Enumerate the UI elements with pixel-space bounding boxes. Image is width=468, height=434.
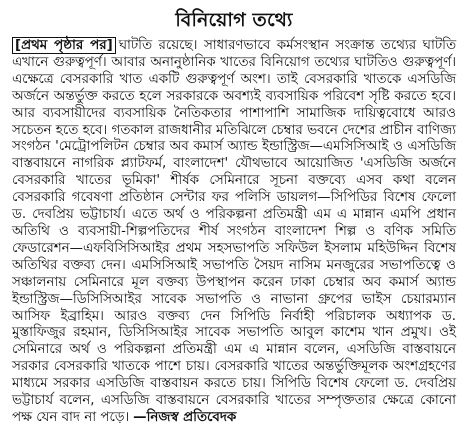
article-body-text: ঘাটতি রয়েছে। সাধারণভাবে কর্মসংস্থান সংক্রান্ত তথ্যের ঘাটতি এখানে গুরুত্বপূর্ণ। আবার অনানুষ্ঠানিক খাতের বিনিয়োগ তথ্যের ঘাটতিও গুরুত্বপূর্ণ। এক্ষেত্রে বেসরকারি খাত একটি গুরুত্বপূর্ণ অংশ। তাই বেসরকারি খাতকে এসডিজি অর্জনে অন্তর্ভুক্ত করতে হলে সরকারকে অবশ্যই ব্যবসায়িক পরিবেশ সৃষ্টি করতে হবে। আর ব্যবসায়ীদের ব্যবসায়িক নৈতিকতার পাশাপাশি সামাজিক দায়িত্ববোধে আরও সচেতন হতে হবে। গতকাল রাজধানীর মতিঝিলে চেম্বার ভবনে দেশের প্রাচীন বাণিজ্য সংগঠন 'মেট্রোপলিটন চেম্বার অব কমার্স অ্যান্ড ইন্ডাস্ট্রিজ—এমসিসিআই ও এসডিজি বাস্তবায়নে নাগরিক প্ল্যাটফর্ম, বাংলাদেশ' যৌথভাবে আয়োজিত 'এসডিজি অর্জনে বেসরকারি খাতের ভূমিকা' শীর্ষক সেমিনারে সূচনা বক্তব্যে এসব কথা বলেন বেসরকারি গবেষণা প্রতিষ্ঠান সেন্টার ফর পলিসি ডায়লগ—সিপিডির বিশেষ ফেলো ড. দেবপ্রিয় ভট্টাচার্য। এতে অর্থ ও পরিকল্পনা প্রতিমন্ত্রী এম এ মান্নান এমপি প্রধান অতিথি ও ব্যবসায়ী-শিল্পপতিদের শীর্ষ সংগঠন বাংলাদেশ শিল্প ও বণিক সমিতি ফেডারেশন—এফবিসিসিআইর প্রথম সহসভাপতি সফিউল ইসলাম মহিউদ্দিন বিশেষ অতিথির বক্তব্য দেন। এমসিসিআই সভাপতি সৈয়দ নাসিম মনজুরের সভাপতিত্বে ও সঞ্চালনায় সেমিনারে মূল বক্তব্য উপস্থাপন করেন ঢাকা চেম্বার অব কমার্স অ্যান্ড ইন্ডাস্ট্রিজ—ডিসিসিআইর সাবেক সভাপতি ও নাভানা গ্রুপের ভাইস চেয়ারম্যান আসিফ ইব্রাহিম। আরও বক্তব্য দেন সিপিডি নির্বাহী পরিচালক অধ্যাপক ড. মুস্তাফিজুর রহমান, ডিসিসিআইর সাবেক সভাপতি আবুল কাশেম খান প্রমুখ। ওই সেমিনারে অর্থ ও পরিকল্পনা প্রতিমন্ত্রী এম এ মান্নান বলেন, এসডিজি বাস্তবায়নে সরকার বেসরকারি খাতকে পাশে চায়। বেসরকারি খাতের অন্তর্ভুক্তিমূলক অংশগ্রহণের মাধ্যমে সরকার এসডিজি বাস্তবায়ন করতে চায়। সিপিডি বিশেষ ফেলো ড. দেবপ্রিয় ভট্টাচার্য বলেন, এসডিজি বাস্তবায়নে বেসরকারি খাতের সম্পৃক্ততার ক্ষেত্রে কোনো পক্ষ যেন বাদ না পড়ে।	[12, 38, 456, 425]
article-body-paragraph	[12, 38, 456, 427]
headline: বিনিয়োগ তথ্যে	[175, 9, 293, 31]
newspaper-clipping	[0, 8, 468, 434]
byline: —নিজস্ব প্রতিবেদক	[133, 409, 237, 425]
continuation-kicker: [প্রথম পৃষ্ঠার পর]	[12, 37, 116, 54]
